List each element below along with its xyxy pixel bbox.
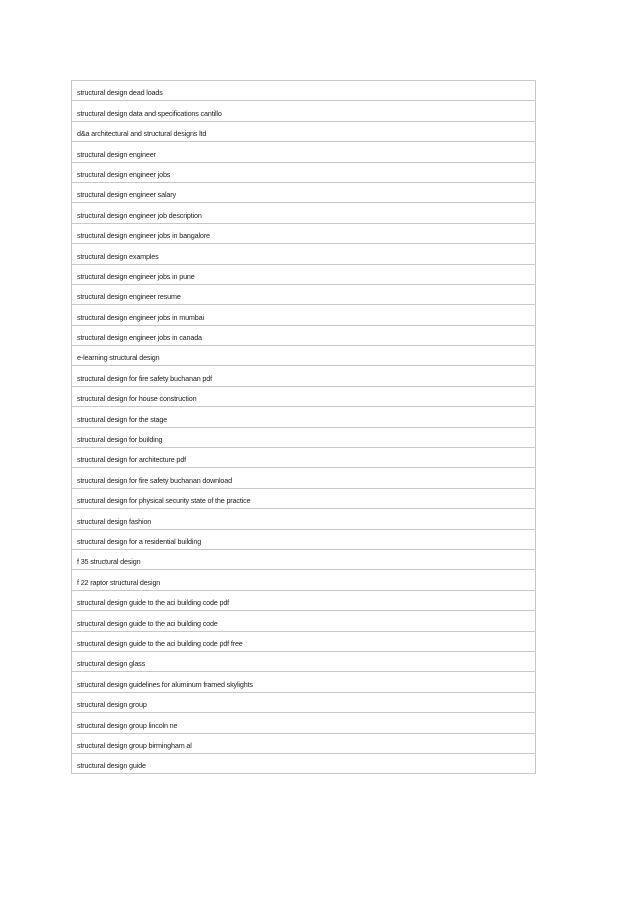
table-row bbox=[72, 427, 536, 447]
keyword-cell: structural design for fire safety buchanan download bbox=[72, 468, 536, 488]
table-row bbox=[72, 223, 536, 243]
keyword-cell: d&a architectural and structural designs ltd bbox=[72, 121, 536, 141]
table-row bbox=[72, 529, 536, 549]
table-row bbox=[72, 203, 536, 223]
table-row bbox=[72, 509, 536, 529]
table-row bbox=[72, 713, 536, 733]
keyword-cell: structural design group bbox=[72, 692, 536, 712]
keyword-cell: structural design dead loads bbox=[72, 81, 536, 101]
table-row bbox=[72, 121, 536, 141]
table-row bbox=[72, 182, 536, 202]
table-row bbox=[72, 672, 536, 692]
keyword-cell: structural design data and specifications cantillo bbox=[72, 101, 536, 121]
keyword-cell: structural design engineer jobs bbox=[72, 162, 536, 182]
table-row bbox=[72, 570, 536, 590]
table-row bbox=[72, 244, 536, 264]
table-row bbox=[72, 305, 536, 325]
keyword-cell: structural design for fire safety buchanan pdf bbox=[72, 366, 536, 386]
table-row bbox=[72, 162, 536, 182]
keyword-cell: structural design guide to the aci building code pdf bbox=[72, 590, 536, 610]
table-row bbox=[72, 284, 536, 304]
table-row bbox=[72, 101, 536, 121]
table-row bbox=[72, 325, 536, 345]
keyword-cell: structural design guide to the aci building code pdf free bbox=[72, 631, 536, 651]
table-row bbox=[72, 142, 536, 162]
table-row bbox=[72, 651, 536, 671]
keyword-cell: structural design engineer jobs in mumbai bbox=[72, 305, 536, 325]
table-row bbox=[72, 692, 536, 712]
keyword-cell: structural design engineer salary bbox=[72, 182, 536, 202]
keyword-cell: structural design examples bbox=[72, 244, 536, 264]
table-row bbox=[72, 264, 536, 284]
keyword-cell: e-learning structural design bbox=[72, 346, 536, 366]
table-row bbox=[72, 733, 536, 753]
keyword-cell: structural design for house construction bbox=[72, 386, 536, 406]
keyword-cell: structural design engineer job description bbox=[72, 203, 536, 223]
table-row bbox=[72, 631, 536, 651]
keyword-cell: structural design for architecture pdf bbox=[72, 448, 536, 468]
keyword-cell: structural design for a residential building bbox=[72, 529, 536, 549]
keyword-cell: f 22 raptor structural design bbox=[72, 570, 536, 590]
table-row bbox=[72, 488, 536, 508]
keyword-cell: structural design group birmingham al bbox=[72, 733, 536, 753]
keyword-cell: structural design fashion bbox=[72, 509, 536, 529]
table-row bbox=[72, 590, 536, 610]
table-row bbox=[72, 366, 536, 386]
keyword-cell: structural design engineer jobs in pune bbox=[72, 264, 536, 284]
table-row bbox=[72, 448, 536, 468]
keyword-table bbox=[71, 80, 536, 774]
table-row bbox=[72, 753, 536, 773]
keyword-cell: structural design glass bbox=[72, 651, 536, 671]
keyword-cell: structural design guide bbox=[72, 753, 536, 773]
keyword-cell: structural design group lincoln ne bbox=[72, 713, 536, 733]
table-row bbox=[72, 611, 536, 631]
keyword-cell: structural design engineer jobs in bangalore bbox=[72, 223, 536, 243]
keyword-cell: structural design guidelines for aluminum framed skylights bbox=[72, 672, 536, 692]
keyword-cell: f 35 structural design bbox=[72, 549, 536, 569]
keyword-cell: structural design engineer jobs in canada bbox=[72, 325, 536, 345]
table-row bbox=[72, 407, 536, 427]
table-row bbox=[72, 346, 536, 366]
keyword-cell: structural design engineer resume bbox=[72, 284, 536, 304]
keyword-cell: structural design guide to the aci building code bbox=[72, 611, 536, 631]
table-row bbox=[72, 81, 536, 101]
table-row bbox=[72, 386, 536, 406]
keyword-cell: structural design engineer bbox=[72, 142, 536, 162]
table-row bbox=[72, 549, 536, 569]
keyword-cell: structural design for the stage bbox=[72, 407, 536, 427]
keyword-table-body bbox=[72, 81, 536, 774]
table-row bbox=[72, 468, 536, 488]
keyword-cell: structural design for building bbox=[72, 427, 536, 447]
keyword-cell: structural design for physical security state of the practice bbox=[72, 488, 536, 508]
